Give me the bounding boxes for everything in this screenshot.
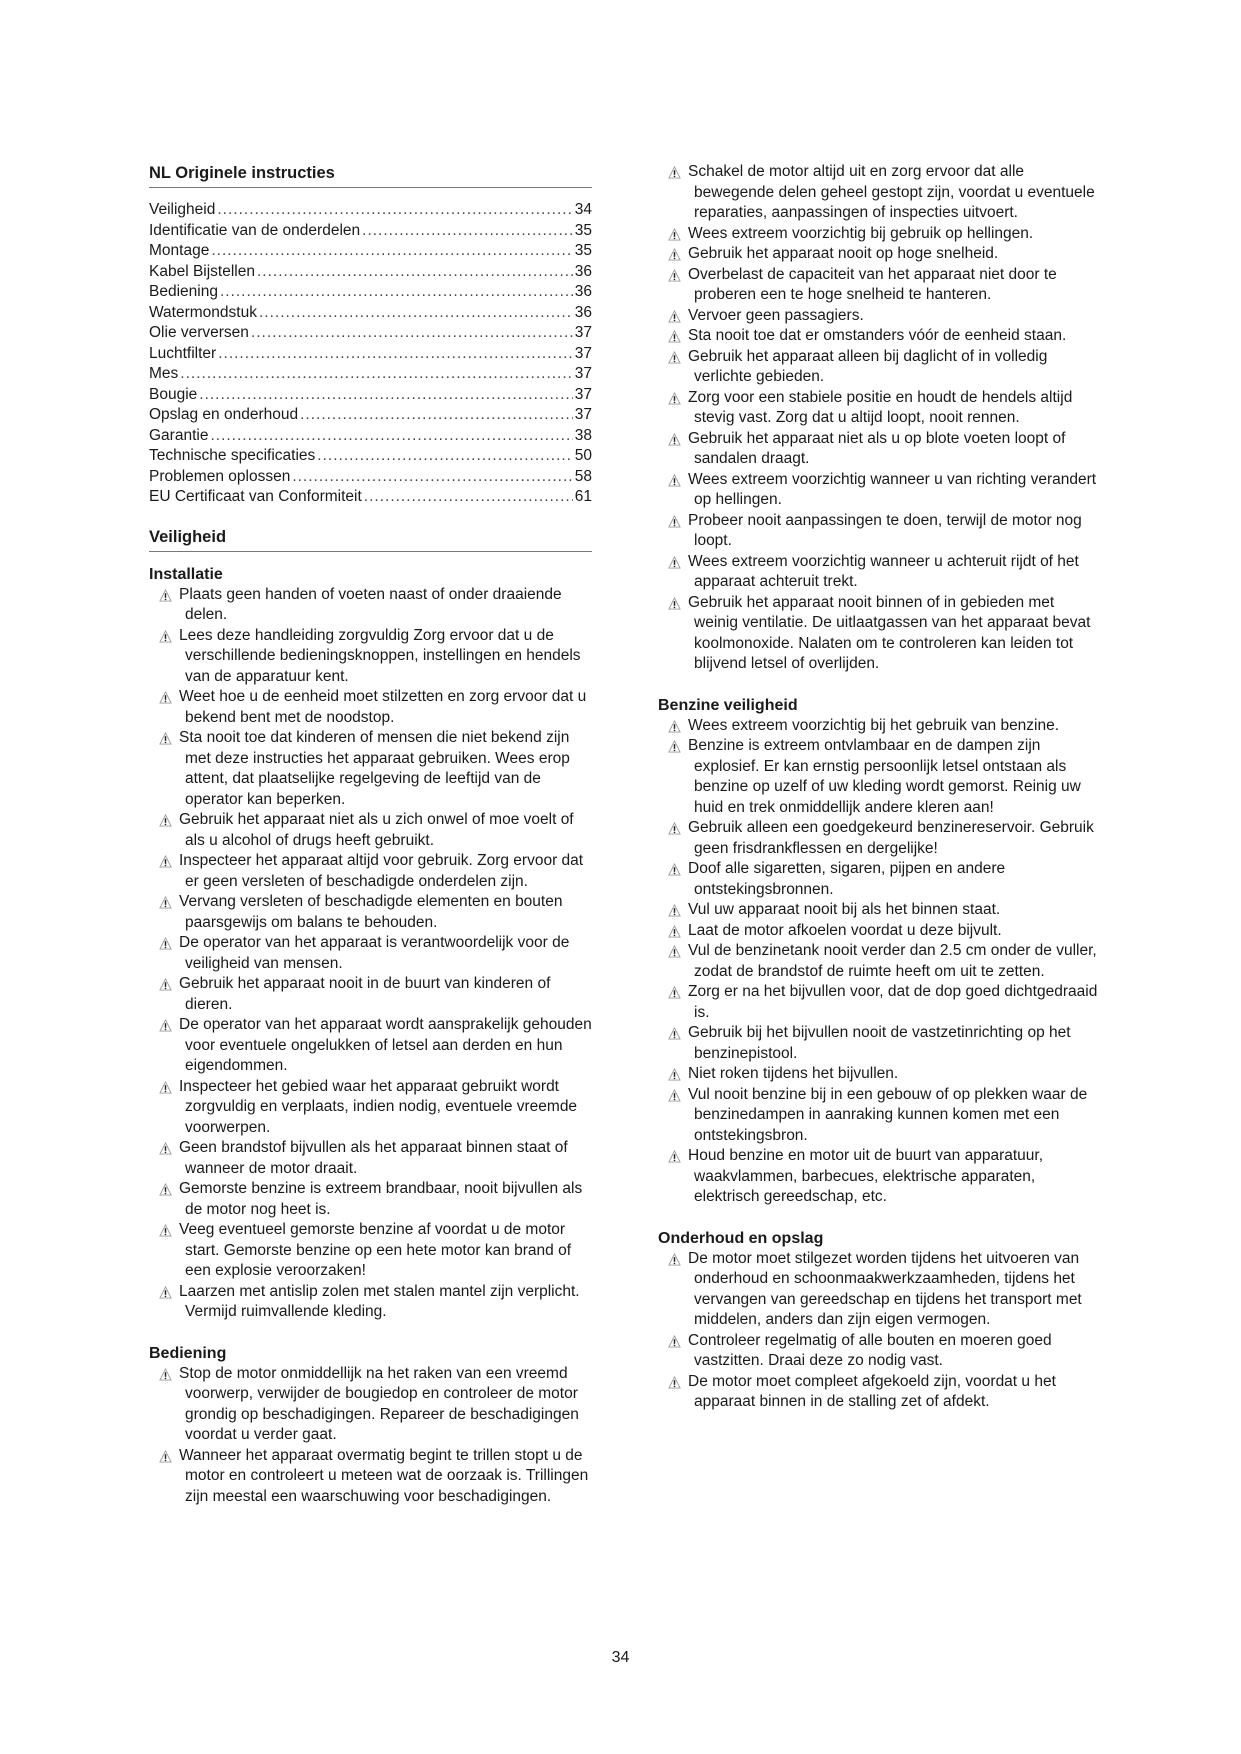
toc-leader-dots [362,221,573,242]
toc-leader-dots [259,303,573,324]
toc-entry [149,426,592,447]
toc-entry [149,303,592,324]
onderhoud-list [658,1249,1098,1413]
warning-list-item [658,900,1098,921]
warning-list-item [658,1064,1098,1085]
toc-entry-page: 37 [574,344,592,362]
toc-entry [149,385,592,406]
warning-text: Schakel de motor altijd uit en zorg ervoor dat alle bewegende delen geheel gestopt zijn, voordat u eventuele reparaties, aanpassingen of inspecties uitvoert. [688,163,1095,221]
warning-text: Laat de motor afkoelen voordat u deze bijvult. [688,921,1002,939]
warning-list-item [658,1249,1098,1331]
warning-list-item [149,585,592,626]
warning-triangle-icon [668,392,681,405]
warning-triangle-icon [668,556,681,569]
warning-text: Gebruik het apparaat nooit in de buurt van kinderen of dieren. [179,975,551,1013]
toc-entry-title: Identificatie van de onderdelen [149,221,361,239]
warning-triangle-icon [159,814,172,827]
toc-entry [149,282,592,303]
toc-entry-title: Technische specificaties [149,447,316,464]
warning-text: Lees deze handleiding zorgvuldig Zorg ervoor dat u de verschillende bedieningsknoppen, instellingen en hendels van de apparatuur kent. [179,626,581,685]
toc-leader-dots [364,487,573,508]
warning-list-item [149,810,592,851]
toc-leader-dots [251,323,573,344]
warning-list-item [658,1085,1098,1147]
toc-entry-page: 37 [574,324,592,341]
warning-triangle-icon [668,433,681,446]
warning-triangle-icon [668,228,681,241]
warning-triangle-icon [668,1253,681,1266]
warning-text: Vul nooit benzine bij in een gebouw of op plekken waar de benzinedampen in aanraking kunnen komen met een ontstekingsbron. [688,1085,1088,1144]
warning-triangle-icon [159,1019,172,1032]
toc-entry-title: Luchtfilter [149,344,217,362]
warning-triangle-icon [668,330,681,343]
warning-text: De motor moet compleet afgekoeld zijn, voordat u het apparaat binnen in de stalling zet of afdekt. [688,1372,1056,1410]
warning-list-item [658,347,1098,388]
toc-entry [149,487,592,508]
warning-text: Sta nooit toe dat kinderen of mensen die niet bekend zijn met deze instructies het apparaat gebruiken. Wees erop attent, dat plaatselijke regelgeving de leeftijd van de operator kan beperken. [179,729,570,808]
warning-text: Wees extreem voorzichtig bij gebruik op hellingen. [688,224,1034,242]
toc-entry-page: 58 [574,467,592,485]
subsection-bediening-heading: Bediening [149,1344,227,1362]
warning-triangle-icon [668,720,681,733]
warning-triangle-icon [668,925,681,938]
warning-text: Plaats geen handen of voeten naast of onder draaiende delen. [179,585,562,623]
subsection-onderhoud-heading: Onderhoud en opslag [658,1229,824,1247]
warning-triangle-icon [159,691,172,704]
warning-triangle-icon [668,986,681,999]
toc-entry-page: 37 [574,385,592,403]
warning-list-item [658,1023,1098,1064]
warning-list-item [658,244,1098,265]
warning-list-item [658,982,1098,1023]
warning-list-item [658,921,1098,942]
toc-entry-title: EU Certificaat van Conformiteit [149,488,362,505]
warning-list-item [658,265,1098,306]
warning-text: Laarzen met antislip zolen met stalen mantel zijn verplicht. Vermijd ruimvallende kleding. [179,1282,580,1320]
warning-text: De operator van het apparaat is verantwoordelijk voor de veiligheid van mensen. [179,934,570,972]
warning-list-item [658,818,1098,859]
toc-entry [149,323,592,344]
toc-leader-dots [218,344,573,365]
toc-entry [149,262,592,283]
toc-entry [149,241,592,262]
warning-list-item [149,1282,592,1323]
warning-list-item [658,1146,1098,1208]
warning-list-item [658,224,1098,245]
warning-list-item [149,1077,592,1139]
warning-text: Houd benzine en motor uit de buurt van apparatuur, waakvlammen, barbecues, elektrische apparaten, elektrisch gereedschap, etc. [688,1147,1044,1205]
warning-list-item [149,1220,592,1282]
warning-triangle-icon [668,1027,681,1040]
warning-triangle-icon [159,1224,172,1237]
warning-triangle-icon [668,1335,681,1348]
warning-triangle-icon [159,1081,172,1094]
warning-text: Benzine is extreem ontvlambaar en de dampen zijn explosief. Er kan ernstig persoonlijk letsel ontstaan als benzine op uzelf of uw kleding wordt gemorst. Reinig uw huid en trek onmiddellijk andere kleren aan! [688,737,1081,816]
warning-triangle-icon [159,896,172,909]
warning-text: Gebruik het apparaat nooit op hoge snelheid. [688,245,999,262]
warning-list-item [658,306,1098,327]
warning-list-item [149,1179,592,1220]
toc-entry [149,200,592,221]
warning-text: Niet roken tijdens het bijvullen. [688,1065,899,1082]
warning-list-item [149,1364,592,1446]
left-column [149,162,592,1507]
warning-list-item [658,941,1098,982]
toc-entry-title: Garantie [149,426,209,444]
toc-entry-page: 50 [574,447,592,464]
toc-leader-dots [180,364,572,385]
warning-triangle-icon [159,855,172,868]
toc-entry [149,344,592,365]
warning-list-item [658,859,1098,900]
warning-text: Sta nooit toe dat er omstanders vóór de eenheid staan. [688,327,1067,344]
warning-list-item [658,162,1098,224]
document-title: NL Originele instructies [149,162,592,188]
toc-entry-page: 37 [574,365,592,382]
warning-text: Gebruik bij het bijvullen nooit de vastzetinrichting op het benzinepistool. [688,1024,1071,1062]
warning-list-item [658,1372,1098,1413]
warning-list-item [658,326,1098,347]
warning-text: Veeg eventueel gemorste benzine af voordat u de motor start. Gemorste benzine op een hete motor kan brand of een explosie veroorzaken! [179,1221,572,1279]
warning-triangle-icon [668,248,681,261]
warning-triangle-icon [159,1286,172,1299]
warning-list-item [658,552,1098,593]
warning-triangle-icon [159,1368,172,1381]
toc-leader-dots [211,241,572,262]
warning-text: Vervang versleten of beschadigde elementen en bouten paarsgewijs om balans te behouden. [179,893,563,931]
bediening-list [149,1364,592,1508]
warning-triangle-icon [159,937,172,950]
toc-leader-dots [300,405,573,426]
toc-entry-page: 35 [574,221,592,239]
warning-triangle-icon [668,1068,681,1081]
page-number: 34 [611,1649,630,1666]
toc-entry [149,446,592,467]
table-of-contents [149,200,592,508]
warning-text: Wees extreem voorzichtig bij het gebruik van benzine. [688,716,1060,734]
toc-entry [149,364,592,385]
toc-entry-page: 61 [574,488,592,505]
warning-list-item [149,626,592,688]
warning-list-item [149,892,592,933]
warning-list-item [658,736,1098,818]
warning-text: Zorg er na het bijvullen voor, dat de dop goed dichtgedraaid is. [688,983,1098,1021]
warning-text: Probeer nooit aanpassingen te doen, terwijl de motor nog loopt. [688,511,1082,549]
operation-continued-list [658,162,1098,675]
warning-text: Inspecteer het gebied waar het apparaat gebruikt wordt zorgvuldig en verplaats, indien nodig, eventuele vreemde voorwerpen. [179,1077,578,1136]
warning-text: Weet hoe u de eenheid moet stilzetten en zorg ervoor dat u bekend bent met de noodstop. [179,688,587,726]
warning-triangle-icon [668,904,681,917]
toc-leader-dots [220,282,573,303]
warning-triangle-icon [668,1150,681,1163]
toc-entry-title: Bougie [149,385,198,403]
warning-text: Vul uw apparaat nooit bij als het binnen staat. [688,901,1001,918]
warning-triangle-icon [159,1183,172,1196]
warning-text: Gebruik het apparaat niet als u zich onwel of moe voelt of als u alcohol of drugs heeft gebruikt. [179,811,574,849]
toc-entry-title: Kabel Bijstellen [149,262,255,280]
warning-list-item [149,933,592,974]
warning-text: De motor moet stilgezet worden tijdens het uitvoeren van onderhoud en schoonmaakwerkzaamheden, tijdens het vervangen van gereedschap en tijdens het transport met middelen, anders dan zijn eigen vermogen. [688,1249,1082,1328]
toc-leader-dots [292,467,572,488]
toc-leader-dots [217,200,572,221]
warning-triangle-icon [159,1450,172,1463]
toc-entry [149,405,592,426]
warning-triangle-icon [668,351,681,364]
toc-entry-title: Olie verversen [149,324,249,341]
warning-text: Geen brandstof bijvullen als het apparaat binnen staat of wanneer de motor draait. [179,1139,568,1177]
subsection-benzine-heading: Benzine veiligheid [658,696,798,714]
toc-entry-page: 34 [574,201,592,218]
warning-triangle-icon [668,515,681,528]
warning-list-item [658,1331,1098,1372]
toc-leader-dots [317,446,572,467]
warning-list-item [658,511,1098,552]
warning-list-item [658,429,1098,470]
warning-text: Gebruik het apparaat alleen bij daglicht of in volledig verlichte gebieden. [688,347,1048,385]
toc-entry-page: 36 [574,283,592,300]
warning-list-item [149,1015,592,1077]
warning-triangle-icon [668,269,681,282]
benzine-list [658,716,1098,1208]
toc-entry-title: Mes [149,365,179,382]
warning-list-item [149,687,592,728]
warning-text: Wees extreem voorzichtig wanneer u achteruit rijdt of het apparaat achteruit trekt. [688,552,1079,590]
warning-list-item [149,851,592,892]
toc-entry-page: 37 [574,406,592,423]
toc-entry-title: Montage [149,242,210,259]
warning-triangle-icon [668,1089,681,1102]
toc-entry-page: 35 [574,242,592,259]
warning-text: Wanneer het apparaat overmatig begint te trillen stopt u de motor en controleert u meteen wat de oorzaak is. Trillingen zijn meestal een waarschuwing voor beschadigingen. [179,1446,589,1505]
warning-text: Gebruik het apparaat niet als u op blote voeten loopt of sandalen draagt. [688,429,1066,467]
warning-text: Vervoer geen passagiers. [688,306,864,324]
toc-leader-dots [210,426,572,447]
warning-triangle-icon [668,597,681,610]
warning-text: Gemorste benzine is extreem brandbaar, nooit bijvullen als de motor nog heet is. [179,1180,583,1218]
warning-triangle-icon [668,822,681,835]
toc-entry-title: Watermondstuk [149,303,257,321]
warning-triangle-icon [159,630,172,643]
right-column [658,162,1098,1413]
warning-list-item [658,716,1098,737]
warning-triangle-icon [668,863,681,876]
warning-list-item [658,470,1098,511]
warning-text: Overbelast de capaciteit van het apparaat niet door te proberen een te hoge snelheid te hanteren. [688,265,1057,303]
toc-entry-title: Bediening [149,283,218,300]
subsection-installatie-heading: Installatie [149,565,223,583]
warning-list-item [149,974,592,1015]
warning-list-item [149,1138,592,1179]
warning-text: De operator van het apparaat wordt aansprakelijk gehouden voor eventuele ongelukken of letsel aan derden en hun eigendommen. [179,1016,592,1074]
warning-text: Gebruik het apparaat nooit binnen of in gebieden met weinig ventilatie. De uitlaatgassen van het apparaat bevat koolmonoxide. Nalaten om te controleren kan leiden tot blijvend letsel of overlijden. [688,593,1091,672]
warning-text: Wees extreem voorzichtig wanneer u van richting verandert op hellingen. [688,470,1097,508]
toc-entry-page: 36 [574,303,592,321]
warning-list-item [658,388,1098,429]
warning-list-item [658,593,1098,675]
warning-text: Doof alle sigaretten, sigaren, pijpen en andere ontstekingsbronnen. [688,860,1006,898]
warning-triangle-icon [668,474,681,487]
warning-list-item [149,1446,592,1508]
warning-triangle-icon [159,589,172,602]
warning-triangle-icon [668,1376,681,1389]
warning-text: Zorg voor een stabiele positie en houdt de hendels altijd stevig vast. Zorg dat u altijd loopt, nooit rennen. [688,388,1073,426]
section-title-safety: Veiligheid [149,526,592,552]
warning-list-item [149,728,592,810]
warning-text: Stop de motor onmiddellijk na het raken van een vreemd voorwerp, verwijder de bougiedop en controleer de motor grondig op beschadigingen. Repareer de beschadigingen voordat u verder gaat. [179,1364,579,1443]
toc-entry [149,467,592,488]
warning-triangle-icon [668,740,681,753]
toc-entry-page: 36 [574,262,592,280]
toc-leader-dots [199,385,572,406]
toc-entry-title: Veiligheid [149,201,216,218]
warning-text: Controleer regelmatig of alle bouten en moeren goed vastzitten. Draai deze zo nodig vast. [688,1331,1052,1369]
warning-triangle-icon [159,1142,172,1155]
warning-triangle-icon [668,166,681,179]
toc-entry-page: 38 [574,426,592,444]
warning-text: Inspecteer het apparaat altijd voor gebruik. Zorg ervoor dat er geen versleten of beschadigde onderdelen zijn. [179,852,584,890]
toc-leader-dots [257,262,573,283]
warning-triangle-icon [668,310,681,323]
toc-entry-title: Problemen oplossen [149,467,291,485]
warning-text: Gebruik alleen een goedgekeurd benzinereservoir. Gebruik geen frisdrankflessen en dergelijke! [688,819,1094,857]
toc-entry-title: Opslag en onderhoud [149,406,299,423]
warning-text: Vul de benzinetank nooit verder dan 2.5 cm onder de vuller, zodat de brandstof de ruimte heeft om uit te zetten. [688,942,1097,980]
warning-triangle-icon [159,732,172,745]
warning-triangle-icon [668,945,681,958]
installatie-list [149,585,592,1323]
toc-entry [149,221,592,242]
warning-triangle-icon [159,978,172,991]
